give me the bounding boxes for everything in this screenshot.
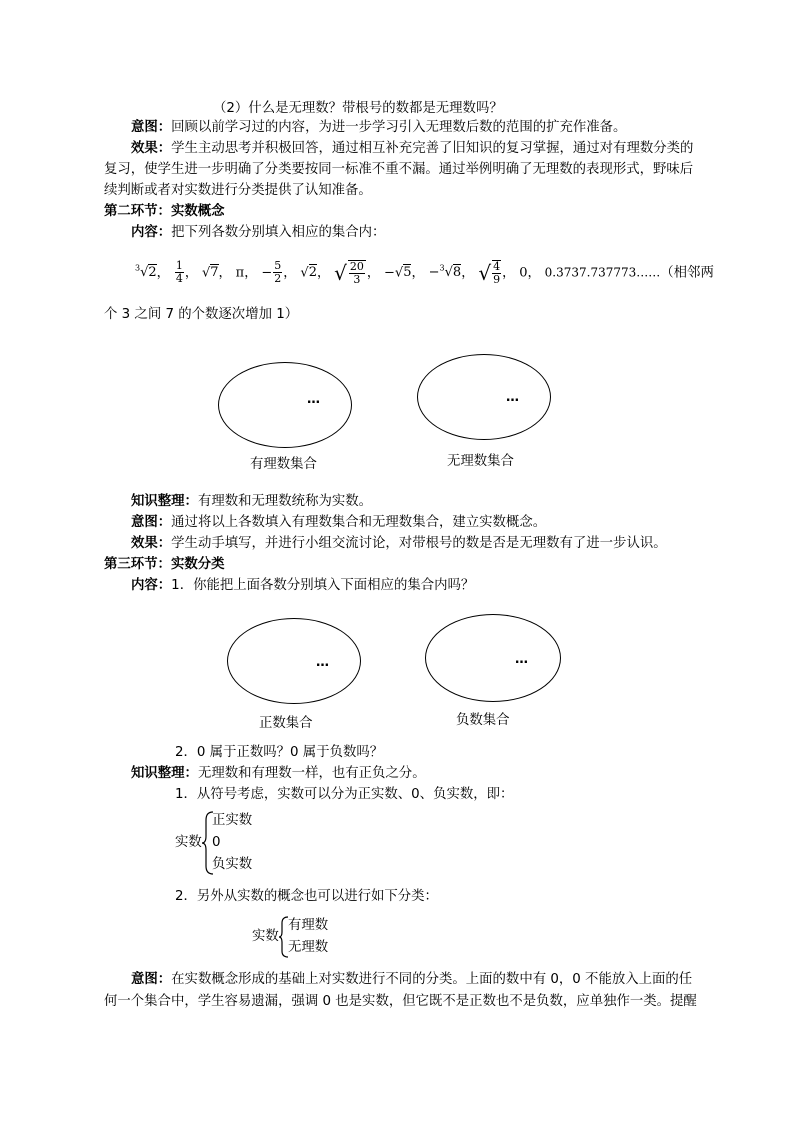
intent-label: 意图： (131, 972, 172, 987)
positive-set-label: 正数集合 (259, 716, 313, 731)
section-3-title: 第三环节：实数分类 (104, 557, 225, 572)
rational-set-oval (218, 362, 352, 448)
positive-set-oval (227, 618, 361, 704)
effect-paragraph-1 (131, 139, 693, 159)
negative-set-dots: … (515, 652, 529, 667)
intent-text-line-1: 在实数概念形成的基础上对实数进行不同的分类。上面的数中有 0，0 不能放入上面的任 (171, 972, 693, 987)
classification-1-item-negative: 负实数 (212, 857, 253, 872)
irrational-set-dots: … (506, 390, 520, 405)
intent-label: 意图： (131, 515, 172, 530)
classification-2-item-rational: 有理数 (288, 918, 329, 933)
neg-sqrt-5: −√5 (384, 265, 412, 281)
sqrt-2: √2 (300, 265, 317, 281)
number-list: $^3$√2， $\frac{1}{4}$ ， √7， π， − $\frac{5}{2}$ ， √2， √ $\frac{20}{3}$ ， −√5， −$^3$√8， √ $\frac{4}{9}$ ， 0， 0.3737.737773……（相邻两 (135, 259, 714, 286)
intent-text: 通过将以上各数填入有理数集合和无理数集合，建立实数概念。 (171, 515, 547, 530)
effect-text: 学生动手填写，并进行小组交流讨论，对带根号的数是否是无理数有了进一步认识。 (171, 536, 667, 551)
knowledge-label: 知识整理： (131, 494, 198, 509)
knowledge-label: 知识整理： (131, 766, 198, 781)
effect-text-line-2: 复习，使学生进一步明确了分类要按同一标准不重不漏。通过举例明确了无理数的表现形式，野味后 (104, 162, 694, 177)
question-2-zero: 2．0 属于正数吗？0 属于负数吗？ (175, 745, 384, 760)
content-label: 内容： (131, 578, 172, 593)
fraction-one-quarter: $\frac{1}{4}$ (175, 259, 183, 286)
number-list-tail: （相邻两 (660, 265, 714, 281)
negative-set-label: 负数集合 (456, 713, 510, 728)
classification-1-intro: 1．从符号考虑，实数可以分为正实数、0、负实数，即： (175, 787, 514, 802)
effect-label: 效果： (131, 536, 172, 551)
intent-paragraph-3 (131, 970, 692, 990)
effect-text-line-3: 续判断或者对实数进行分类提供了认知准备。 (104, 183, 372, 198)
effect-paragraph-2 (131, 534, 667, 554)
sqrt-four-ninths: √ $\frac{4}{9}$ (478, 259, 501, 286)
classification-2-root: 实数 (252, 929, 279, 944)
classification-1-root: 实数 (175, 835, 202, 850)
sqrt-7: √7 (201, 265, 219, 281)
neg-cbrt-8: −$^3$√8 (428, 264, 462, 281)
rational-set-label: 有理数集合 (250, 457, 317, 472)
intent-label: 意图： (131, 120, 172, 135)
section-2-title: 第二环节：实数概念 (104, 204, 225, 219)
irrational-set-oval (417, 354, 551, 440)
classification-2-intro: 2．另外从实数的概念也可以进行如下分类： (175, 889, 438, 904)
repeating-decimal: 0.3737.737773…… (544, 265, 661, 280)
classification-1-item-zero: 0 (212, 835, 221, 850)
cbrt-2: $^3$√2 (135, 264, 157, 281)
irrational-set-label: 无理数集合 (447, 454, 514, 469)
section-3-content (131, 576, 474, 596)
minus-sign: − (261, 265, 273, 281)
knowledge-text: 无理数和有理数一样，也有正负之分。 (197, 766, 426, 781)
intent-paragraph-2 (131, 513, 546, 533)
classification-2-item-irrational: 无理数 (288, 940, 329, 955)
sqrt-twenty-thirds: √ $\frac{20}{3}$ (334, 259, 364, 286)
zero: 0 (519, 265, 528, 281)
effect-text-line-1: 学生主动思考并积极回答，通过相互补充完善了旧知识的复习掌握，通过对有理数分类的 (171, 141, 694, 156)
question-2: （2）什么是无理数？带根号的数都是无理数吗？ (213, 101, 503, 116)
intent-paragraph-1 (131, 118, 626, 138)
intent-text-line-2: 何一个集合中，学生容易遗漏，强调 0 也是实数，但它既不是正数也不是负数，应单独作一类。提醒 (104, 994, 697, 1009)
content-text: 把下列各数分别填入相应的集合内： (171, 225, 386, 240)
pi-symbol: π (235, 265, 245, 281)
content-label: 内容： (131, 225, 172, 240)
number-list-line-2: 个 3 之间 7 的个数逐次增加 1） (104, 307, 299, 322)
knowledge-text: 有理数和无理数统称为实数。 (197, 494, 373, 509)
effect-label: 效果： (131, 141, 172, 156)
positive-set-dots: … (316, 655, 330, 670)
question-1: 1．你能把上面各数分别填入下面相应的集合内吗？ (171, 578, 475, 593)
knowledge-paragraph-2 (131, 764, 426, 784)
section-2-content (131, 223, 385, 243)
knowledge-paragraph-1 (131, 492, 372, 512)
intent-text: 回顾以前学习过的内容，为进一步学习引入无理数后数的范围的扩充作准备。 (171, 120, 627, 135)
rational-set-dots: … (307, 392, 321, 407)
fraction-five-halves: $\frac{5}{2}$ (274, 259, 282, 286)
negative-set-oval (425, 614, 561, 702)
classification-1-item-positive: 正实数 (212, 813, 253, 828)
